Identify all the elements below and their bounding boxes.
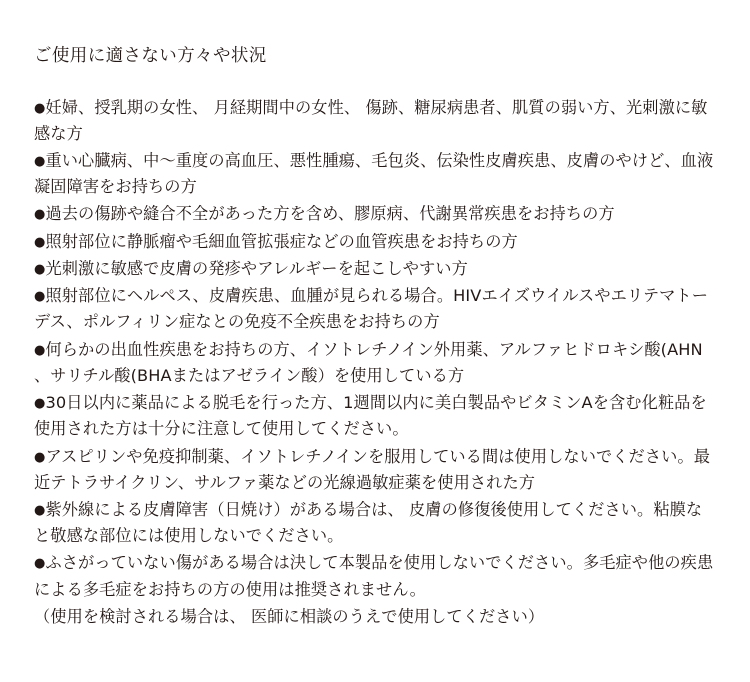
list-item	[34, 148, 716, 200]
list-item-text: 照射部位にヘルペス、皮膚疾患、血腫が見られる場合。HIVエイズウイルスやエリテマトーデス、ポルフィリン症なとの免疫不全疾患をお持ちの方	[34, 286, 709, 332]
list-item	[34, 95, 716, 147]
list-item	[34, 229, 716, 255]
footnote: （使用を検討される場合は、 医師に相談のうえで使用してください）	[34, 606, 545, 626]
bullet-icon: ●	[34, 449, 46, 465]
list-item	[34, 390, 716, 442]
list-item-text: 30日以内に薬品による脱毛を行った方、1週間以内に美白製品やビタミンAを含む化粧品を使用された方は十分に注意して使用してください。	[34, 393, 707, 439]
bullet-icon: ●	[34, 207, 46, 223]
page-title: ご使用に適さない方々や状況	[34, 46, 267, 66]
list-item-text: アスピリンや免疫抑制薬、イソトレチノインを服用している間は使用しないでください。最近テトラサイクリン、サルファ薬などの光線過敏症薬を使用された方	[34, 446, 710, 492]
list-item	[34, 497, 716, 549]
list-item-text: 何らかの出血性疾患をお持ちの方、イソトレチノイン外用薬、アルファヒドロキシ酸(AHN 、サリチル酸(BHAまたはアゼライン酸）を使用している方	[34, 339, 703, 385]
list-item-text: 重い心臓病、中〜重度の高血圧、悪性腫瘍、毛包炎、伝染性皮膚疾患、皮膚のやけど、血液凝固障害をお持ちの方	[34, 150, 714, 197]
bullet-icon: ●	[34, 234, 46, 250]
bullet-icon: ●	[34, 396, 46, 412]
bullet-icon: ●	[34, 556, 46, 572]
bullet-icon: ●	[34, 100, 46, 116]
list-item	[34, 201, 716, 227]
list-item	[34, 550, 716, 602]
contraindication-list	[34, 95, 716, 631]
list-item	[34, 256, 716, 282]
list-item-text: 照射部位に静脈瘤や毛細血管拡張症などの血管疾患をお持ちの方	[45, 231, 518, 251]
list-item	[34, 337, 716, 389]
list-item	[34, 283, 716, 335]
list-item-text: 光刺激に敏感で皮膚の発疹やアレルギーを起こしやすい方	[45, 258, 468, 278]
list-item-text: ふさがっていない傷がある場合は決して本製品を使用しないでください。多毛症や他の疾患による多毛症をお持ちの方の使用は推奨されません。	[34, 553, 714, 599]
bullet-icon: ●	[34, 503, 46, 519]
bullet-icon: ●	[34, 261, 46, 277]
list-item-text: 妊婦、授乳期の女性、 月経期間中の女性、 傷跡、糖尿病患者、肌質の弱い方、光刺激に敏感な方	[34, 97, 708, 143]
bullet-icon: ●	[34, 342, 46, 358]
list-item	[34, 444, 716, 496]
bullet-icon: ●	[34, 289, 46, 305]
list-item-text: 紫外線による皮膚障害（日焼け）がある場合は、 皮膚の修復後使用してください。粘膜なと敬感な部位には使用しないでください。	[34, 500, 703, 546]
bullet-icon: ●	[34, 153, 46, 169]
list-item-text: 過去の傷跡や縫合不全があった方を含め、膠原病、代謝異常疾患をお持ちの方	[45, 204, 615, 224]
